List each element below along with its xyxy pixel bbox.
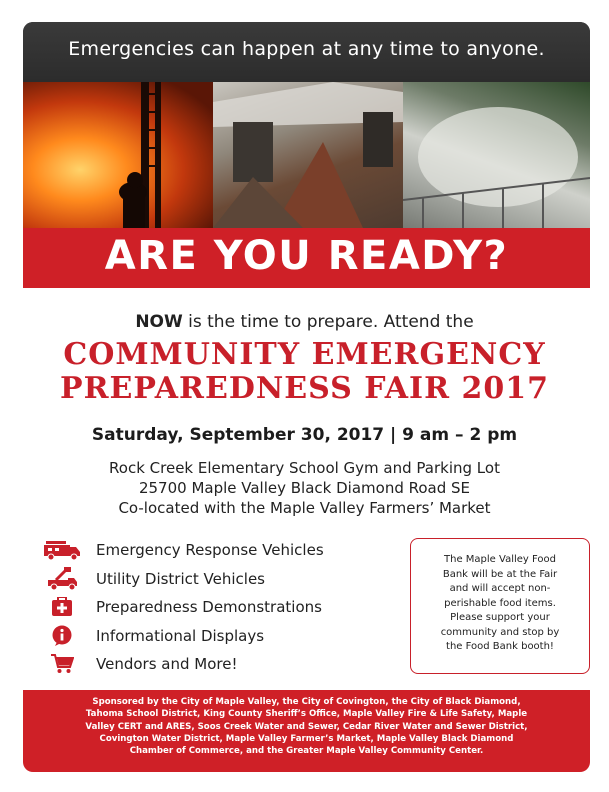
hero-section: [23, 22, 590, 288]
flood-photo: [403, 82, 590, 228]
sponsor-line: Chamber of Commerce, and the Greater Maple Valley Community Center.: [129, 746, 484, 757]
callout-line: Bank will be at the Fair: [442, 568, 558, 580]
event-date: Saturday, September 30, 2017 | 9 am – 2 pm: [91, 425, 518, 445]
sponsor-line: Covington Water District, Maple Valley Farmer’s Market, Maple Valley Black Diamond: [99, 733, 514, 744]
fair-title: [0, 338, 609, 406]
feature-item: [40, 536, 390, 565]
first-aid-kit-icon: [40, 595, 84, 619]
intro-line: [0, 312, 609, 332]
feature-label: Emergency Response Vehicles: [96, 541, 324, 560]
feature-label: Preparedness Demonstrations: [96, 598, 322, 617]
feature-item: [40, 593, 390, 622]
fair-title-line-1: COMMUNITY EMERGENCY: [63, 337, 546, 372]
callout-line: Please support your: [450, 612, 550, 623]
fire-photo: [23, 82, 213, 228]
callout-line: perishable food items.: [444, 597, 556, 609]
bucket-truck-icon: [40, 567, 84, 591]
sponsor-footer: [23, 690, 590, 772]
feature-label: Vendors and More!: [96, 655, 238, 674]
sponsor-line: Tahoma School District, King County Sheriff’s Office, Maple Valley Fire & Life Safety, Maple: [85, 709, 528, 720]
hero-tagline: Emergencies can happen at any time to anyone.: [68, 38, 545, 60]
intro-text: is the time to prepare. Attend the: [182, 312, 474, 332]
feature-item: [40, 565, 390, 594]
callout-line: community and stop by: [440, 626, 560, 638]
hero-headline: ARE YOU READY?: [104, 233, 509, 279]
location-line-2: 25700 Maple Valley Black Diamond Road SE: [138, 479, 471, 497]
feature-list: [40, 536, 390, 679]
callout-line: and will accept non-: [449, 583, 551, 594]
fire-truck-icon: [40, 538, 84, 562]
feature-item: [40, 622, 390, 651]
location-line-3: Co-located with the Maple Valley Farmers’ Market: [118, 499, 491, 517]
food-bank-callout: [410, 538, 590, 674]
intro-emphasis: NOW: [135, 312, 183, 332]
event-location: [0, 458, 609, 518]
callout-line: The Maple Valley Food: [444, 554, 556, 565]
collapsed-house-photo: [213, 82, 403, 228]
callout-line: the Food Bank booth!: [446, 641, 554, 652]
feature-item: [40, 650, 390, 679]
fair-title-line-2: PREPAREDNESS FAIR 2017: [60, 371, 549, 406]
feature-label: Utility District Vehicles: [96, 569, 265, 588]
shopping-cart-icon: [40, 652, 84, 676]
feature-label: Informational Displays: [96, 626, 265, 645]
sponsor-line: Valley CERT and ARES, Soos Creek Water and Sewer, Cedar River Water and Sewer District,: [85, 721, 528, 732]
sponsor-line: Sponsored by the City of Maple Valley, the City of Covington, the City of Black Diamond,: [92, 697, 521, 707]
location-line-1: Rock Creek Elementary School Gym and Parking Lot: [109, 459, 500, 477]
info-icon: [40, 624, 84, 648]
